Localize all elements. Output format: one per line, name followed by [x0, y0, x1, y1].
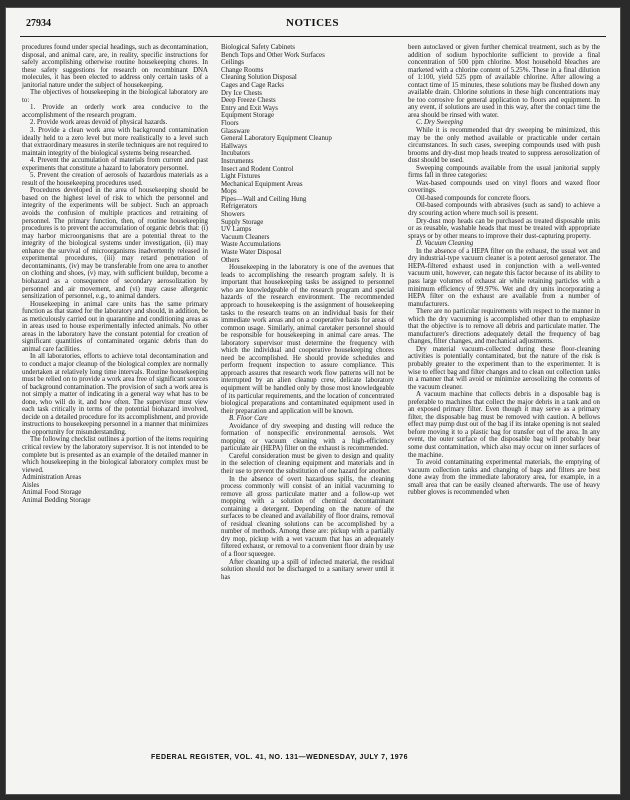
list-item: Light Fixtures — [221, 173, 261, 181]
header-rule — [20, 36, 606, 37]
list-item: Mechanical Equipment Areas — [221, 180, 303, 188]
list-item: Deep Freeze Chests — [221, 97, 276, 105]
paragraph: procedures found under special headings, such as decontamination, disposal, and animal care, are, in reality, specific instructions for safely accomplishing otherwise routine housekeeping chores. In these safety suggestions for research on recombinant DNA molecules, it has been elected to address only certain tasks of a janitorial nature under the subject of housekeeping. — [22, 44, 208, 89]
paragraph: In the absence of a HEPA filter on the exhaust, the usual wet and dry industrial-type vacuum cleaner is a potent aerosol generator. The HEPA-filtered exhaust used in conjunction with a well-vented vacuum unit, however, can negate this factor because of its ability to pass large volumes of exhaust air while retaining particles with a minimum efficiency of 99.97%. Wet and dry units incorporating a HEPA filter on the exhaust are available from a number of manufacturers. — [408, 247, 600, 308]
list-item: Animal Bedding Storage — [22, 496, 91, 504]
list-item: Glassware — [221, 127, 250, 135]
column-right — [408, 44, 600, 497]
list-item: Dry Ice Chests — [221, 89, 262, 97]
list-item: Incubators — [221, 150, 251, 158]
page-number: 27934 — [26, 18, 51, 29]
paragraph: In the absence of overt hazardous spills, the cleaning process commonly will consist of an initial vacuuming to remove all gross particulate matter and a follow-up wet mopping with a solution of chemical decontaminant containing a detergent. Depending on the nature of the surfaces to be cleaned and availability of floor drains, removal of residual cleaning solutions can be accomplished by a number of methods. Among these are: pickup with a partially dry mop, pickup with a wet vacuum that has an adequately filtered exhaust, or removal to a convenient floor drain by use of a floor squeegee. — [221, 475, 394, 558]
section-title: NOTICES — [286, 17, 340, 29]
list-item: Floors — [221, 119, 239, 127]
list-item: Showers — [221, 211, 245, 219]
paragraph: Avoidance of dry sweeping and dusting will reduce the formation of nonspecific environmental aerosols. Wet mopping or vacuum cleaning with a high-efficiency particulate air (HEPA) filter on the exhaust is recommended. — [221, 422, 394, 453]
paragraph: Careful consideration must be given to design and quality in the selection of cleaning equipment and materials and in their use to prevent the substitution of one hazard for another. — [221, 452, 394, 475]
paragraph: 4. Prevent the accumulation of materials from current and past experiments that constitute a hazard to laboratory personnel. — [22, 157, 208, 172]
list-item: Administration Areas — [22, 474, 82, 482]
paragraph: 5. Prevent the creation of aerosols of hazardous materials as a result of the housekeeping procedures used. — [22, 172, 208, 187]
paragraph: been autoclaved or given further chemical treatment, such as by the addition of sodium hypochlorite sufficient to provide a final concentration of 500 ppm chlorine. Most household bleaches are marketed with a chlorine content of 5.25%. These in a final dilution of 1:100, yield 525 ppm of available chlorine. After allowing a contact time of 15 minutes, these solutions may be flushed down any available drain. Chlorine solutions in these high concentrations may be too corrosive for general application to floors and equipment. In any event, if solutions are used in this way, after the contact time the area should be rinsed with water. — [408, 44, 600, 119]
paragraph: Dry material vacuum-collected during these floor-cleaning activities is potentially contaminated, but the nature of the risk is probably greater to the experiment than to the experimenter. It is wise to effect bag and filter changes and to clean out collection tanks in a manner that will avoid or minimize aerosolizing the contents of the vacuum cleaner. — [408, 345, 600, 391]
list-item: Hallways — [221, 142, 248, 150]
paragraph: Procedures developed in the area of housekeeping should be based on the highest level of risk to which the personnel and integrity of the experiments will be subject. Such an approach avoids the confusion of multiple practices and retraining of personnel. The primary function, then, of routine housekeeping procedures is to prevent the accumulation of organic debris that: (i) may harbor microorganisms that are a potential threat to the integrity of the biological systems under investigation, (ii) may enhance the survival of microorganisms inadvertently released in experimental procedures, (iii) may retard penetration of decontaminants, (iv) may be transferable from one area to another on clothing and shoes, (v) may, with sufficient buildup, become a biohazard as a consequence of secondary aerosolization by personnel and air movement, and (vi) may cause allergenic sensitization of personnel, e.g., to animal danders. — [22, 187, 208, 301]
list-item: Animal Food Storage — [22, 489, 82, 497]
paragraph: While it is recommended that dry sweeping be minimized, this may be the only method available or practicable under certain circumstances. In such cases, sweeping compounds used with push brooms and dry-dust mop heads treated to suppress aerosolization of dust should be used. — [408, 127, 600, 165]
paragraph: 2. Provide work areas devoid of physical hazards. — [30, 119, 168, 127]
paragraph: Dry-dust mop heads can be purchased as treated disposable units or as reusable, washable heads that must be treated with appropriate sprays or by other means to improve their dust-capturing property. — [408, 217, 600, 240]
paragraph: After cleaning up a spill of infected material, the residual solution should not be discharged to a sanitary sewer until it has — [221, 558, 394, 581]
list-item: Vacuum Cleaners — [221, 233, 270, 241]
list-item: UV Lamps — [221, 226, 252, 234]
list-item: Ceilings — [221, 59, 244, 67]
paragraph: To avoid contaminating experimental materials, the emptying of vacuum collection tanks and changing of bags and filters are best done away from the immediate laboratory area, for example, in a small area that can be easily cleaned afterwards. The use of heavy rubber gloves is recommended when — [408, 459, 600, 497]
document-page — [6, 8, 620, 794]
paragraph: There are no particular requirements with respect to the manner in which the dry vacuuming is accomplished other than to emphasize that the objective is to remove all debris and particulate matter. The manufacturer's directions adequately detail the frequency of bag changes, filter changes, and mechanical adjustments. — [408, 308, 600, 346]
paragraph: 3. Provide a clean work area with background contamination ideally held to a zero level but more realistically to a level such that extraordinary measures in sterile techniques are not required to maintain integrity of the biological systems being researched. — [22, 127, 208, 157]
list-item: Equipment Storage — [221, 112, 275, 120]
list-item: Insect and Rodent Control — [221, 165, 294, 173]
list-item: Instruments — [221, 157, 254, 165]
section-heading: B. Floor Care — [229, 415, 268, 423]
paragraph: Housekeeping in animal care units has the same primary function as that stated for the laboratory and should, in addition, be as meticulously carried out in quarantine and conditioning areas as in areas used to house experimentally infected animals. No other areas in the laboratory have the constant potential for creation of significant quantities of contaminated organic debris than do animal care facilities. — [22, 300, 208, 353]
list-item: Others — [221, 256, 240, 264]
paragraph: Sweeping compounds available from the usual janitorial supply firms fall in three categories: — [408, 164, 600, 180]
paragraph: The objectives of housekeeping in the biological laboratory are to: — [22, 89, 208, 104]
list-item: Supply Storage — [221, 218, 264, 226]
list-item: Aisles — [22, 481, 40, 489]
column-left — [22, 44, 208, 505]
list-item: Entry and Exit Ways — [221, 104, 278, 112]
list-item: Bench Tops and Other Work Surfaces — [221, 51, 325, 59]
paragraph: Oil-based compounds with abrasives (such as sand) to achieve a dry scouring action where much soil is present. — [408, 202, 600, 218]
list-item: Refrigerators — [221, 203, 258, 211]
paragraph: The following checklist outlines a portion of the items requiring critical review by the laboratory supervisor. It is not intended to be complete but is presented as an example of the detailed manner in which housekeeping in the biological laboratory complex must be viewed. — [22, 436, 208, 474]
section-heading: C. Dry Sweeping — [416, 119, 463, 127]
list-item: Waste Water Disposal — [221, 249, 282, 257]
list-item: Waste Accumulations — [221, 241, 281, 249]
paragraph: Wax-based compounds used on vinyl floors and waxed floor coverings. — [408, 179, 600, 195]
list-item: Change Rooms — [221, 66, 264, 74]
checklist — [22, 474, 208, 504]
list-item: General Laboratory Equipment Cleanup — [221, 135, 332, 143]
list-item: Biological Safety Cabinets — [221, 44, 295, 51]
paragraph: In all laboratories, efforts to achieve total decontamination and to conduct a major cleanup of the biological complex are normally undertaken at relatively long time intervals. Routine housekeeping must be relied on to provide a work area free of significant sources of background contamination. The provision of such a work area is not simply a matter of indicating in a general way what has to be done, who will do it, and how often. The supervisor must view each task critically in terms of the potential biohazard involved, decide on a detailed procedure for its accomplishment, and provide instructions to housekeeping personnel in a manner that minimizes the opportunity for misunderstanding. — [22, 353, 208, 436]
checklist — [221, 44, 394, 264]
paragraph: 1. Provide an orderly work area conducive to the accomplishment of the research program. — [22, 104, 208, 119]
list-item: Cages and Cage Racks — [221, 81, 284, 89]
paragraph: Oil-based compounds for concrete floors. — [416, 194, 531, 202]
section-heading: D. Vacuum Cleaning — [416, 240, 474, 248]
list-item: Pipes—Wall and Ceiling Hung — [221, 195, 307, 203]
paragraph: Housekeeping in the laboratory is one of the avenues that leads to accomplishing the research program safely. It is important that housekeeping tasks be assigned to personnel who are knowledgeable of the research program and special hazards of the research environment. The recommended approach to housekeeping is the assignment of housekeeping tasks to the research teams on an individual basis for their immediate work areas and on a cooperative basis for areas of common usage. Similarly, animal caretaker personnel should be responsible for housekeeping in animal care areas. The laboratory supervisor must determine the frequency with which the individual and cooperative housekeeping chores need be accomplished. He should provide schedules and perform frequent inspection to assure compliance. This approach assures that research work flow patterns will not be interrupted by an alien cleanup crew, delicate laboratory equipment will be handled only by those most knowledgeable of its particular requirements, and the location of concentrated biological preparations and contaminated equipment used in their preparation and application will be known. — [221, 264, 394, 415]
paragraph: A vacuum machine that collects debris in a disposable bag is preferable to machines that collect the major debris in a tank and on an exposed primary filter. Even though it may serve as a primary filter, the disposable bag must be removed with caution. A bellows effect may pump dust out of the bag if its intake opening is not sealed before moving it to a plastic bag for transfer out of the area. In any event, the outer surface of the disposable bag will probably bear some dust contamination, which also may occur on inner surfaces of the machine. — [408, 391, 601, 459]
column-middle — [221, 44, 394, 581]
list-item: Mops — [221, 188, 237, 196]
footer-citation: FEDERAL REGISTER, VOL. 41, NO. 131—WEDNESDAY, JULY 7, 1976 — [151, 754, 408, 761]
list-item: Cleaning Solution Disposal — [221, 74, 297, 82]
